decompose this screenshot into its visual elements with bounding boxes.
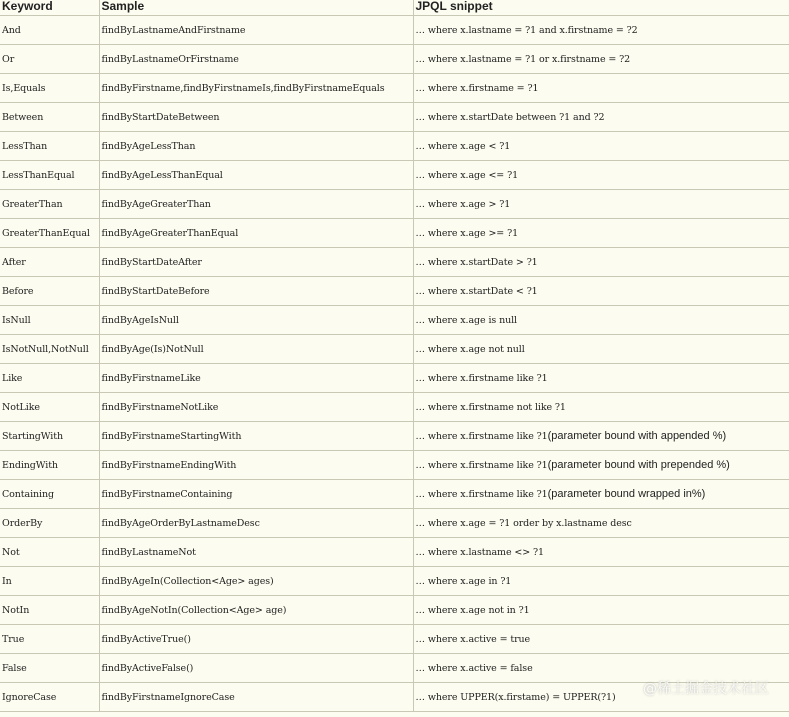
jpql-cell (413, 480, 789, 509)
sample-cell: findByFirstnameLike (99, 364, 413, 393)
jpql-cell (413, 393, 789, 422)
sample-cell: findByStartDateBefore (99, 277, 413, 306)
jpql-code: … where x.lastname = ?1 and x.firstname = ?2 (415, 24, 638, 36)
keyword-cell: Containing (0, 480, 99, 509)
jpql-code: … where x.firstname like ?1 (415, 372, 548, 384)
jpql-code: … where x.firstname = ?1 (415, 82, 539, 94)
sample-cell: findByFirstnameEndingWith (99, 451, 413, 480)
keyword-cell: Between (0, 103, 99, 132)
table-row (0, 190, 789, 219)
jpql-cell (413, 509, 789, 538)
table-row (0, 16, 789, 45)
table-row (0, 132, 789, 161)
jpql-code: … where x.firstname like ?1 (415, 489, 548, 500)
keyword-cell: In (0, 567, 99, 596)
jpql-cell (413, 103, 789, 132)
table-row (0, 596, 789, 625)
jpql-code: … where x.age > ?1 (415, 198, 511, 210)
table-row (0, 625, 789, 654)
jpql-code: … where x.firstname like ?1 (415, 460, 548, 471)
jpql-cell (413, 132, 789, 161)
sample-cell: findByAgeGreaterThan (99, 190, 413, 219)
keyword-cell: NotIn (0, 596, 99, 625)
sample-cell: findByActiveFalse() (99, 654, 413, 683)
keyword-cell: IgnoreCase (0, 683, 99, 712)
sample-cell: findByAgeOrderByLastnameDesc (99, 509, 413, 538)
jpql-cell (413, 45, 789, 74)
table-body (0, 16, 789, 712)
table-row (0, 364, 789, 393)
jpql-cell (413, 277, 789, 306)
keyword-cell: IsNull (0, 306, 99, 335)
jpql-cell (413, 422, 789, 451)
sample-cell: findByFirstnameNotLike (99, 393, 413, 422)
jpql-code: … where UPPER(x.firstame) = UPPER(?1) (415, 691, 616, 703)
jpql-code: … where x.startDate between ?1 and ?2 (415, 111, 605, 123)
keyword-cell: Before (0, 277, 99, 306)
jpql-code: … where x.startDate > ?1 (415, 256, 538, 268)
keyword-cell: LessThan (0, 132, 99, 161)
table-row (0, 538, 789, 567)
jpql-code: … where x.active = false (415, 662, 533, 674)
sample-cell: findByFirstnameStartingWith (99, 422, 413, 451)
sample-cell: findByAgeNotIn(Collection<Age> age) (99, 596, 413, 625)
sample-cell: findByStartDateAfter (99, 248, 413, 277)
sample-cell: findByAge(Is)NotNull (99, 335, 413, 364)
table-row (0, 451, 789, 480)
jpql-code: … where x.firstname not like ?1 (415, 401, 566, 413)
sample-cell: findByFirstnameContaining (99, 480, 413, 509)
sample-cell: findByAgeGreaterThanEqual (99, 219, 413, 248)
table-row (0, 45, 789, 74)
keyword-cell: OrderBy (0, 509, 99, 538)
sample-cell: findByLastnameNot (99, 538, 413, 567)
jpql-cell (413, 364, 789, 393)
table-row (0, 393, 789, 422)
jpql-code: … where x.age not in ?1 (415, 604, 530, 616)
keyword-cell: EndingWith (0, 451, 99, 480)
table-header (0, 0, 789, 16)
keyword-cell: And (0, 16, 99, 45)
keyword-cell: GreaterThanEqual (0, 219, 99, 248)
jpql-code: … where x.age not null (415, 343, 525, 355)
jpql-cell (413, 538, 789, 567)
sample-cell: findByAgeIsNull (99, 306, 413, 335)
jpql-code: … where x.lastname <> ?1 (415, 546, 544, 558)
keyword-cell: LessThanEqual (0, 161, 99, 190)
keyword-cell: After (0, 248, 99, 277)
jpql-code: … where x.lastname = ?1 or x.firstname = ?2 (415, 53, 631, 65)
jpql-note: (parameter bound with prepended %) (547, 459, 730, 471)
sample-cell: findByAgeIn(Collection<Age> ages) (99, 567, 413, 596)
jpql-code: … where x.age is null (415, 314, 517, 326)
jpql-cell (413, 248, 789, 277)
table-row (0, 306, 789, 335)
table-row (0, 248, 789, 277)
jpql-code: … where x.startDate < ?1 (415, 285, 538, 297)
keyword-cell: StartingWith (0, 422, 99, 451)
jpql-code: … where x.age < ?1 (415, 140, 511, 152)
jpql-cell (413, 74, 789, 103)
table-row (0, 567, 789, 596)
jpql-cell (413, 306, 789, 335)
table-row (0, 509, 789, 538)
table-row (0, 480, 789, 509)
sample-cell: findByAgeLessThan (99, 132, 413, 161)
header-row (0, 0, 789, 16)
sample-cell: findByFirstnameIgnoreCase (99, 683, 413, 712)
jpql-cell (413, 16, 789, 45)
sample-cell: findByFirstname,findByFirstnameIs,findByFirstnameEquals (99, 74, 413, 103)
header-jpql-snippet: JPQL snippet (413, 0, 789, 16)
jpql-note: (parameter bound with appended %) (547, 430, 727, 442)
jpql-code: … where x.age in ?1 (415, 575, 512, 587)
jpql-code: … where x.firstname like ?1 (415, 431, 548, 442)
jpql-cell (413, 219, 789, 248)
sample-cell: findByActiveTrue() (99, 625, 413, 654)
sample-cell: findByLastnameOrFirstname (99, 45, 413, 74)
table-row (0, 103, 789, 132)
jpql-cell (413, 161, 789, 190)
jpql-code: … where x.age >= ?1 (415, 227, 519, 239)
sample-cell: findByLastnameAndFirstname (99, 16, 413, 45)
table-row (0, 335, 789, 364)
jpql-cell (413, 596, 789, 625)
keyword-cell: False (0, 654, 99, 683)
header-keyword: Keyword (0, 0, 99, 16)
keyword-cell: Not (0, 538, 99, 567)
jpql-code: … where x.active = true (415, 633, 531, 645)
header-sample: Sample (99, 0, 413, 16)
table-row (0, 277, 789, 306)
jpql-code: … where x.age <= ?1 (415, 169, 519, 181)
sample-cell: findByAgeLessThanEqual (99, 161, 413, 190)
jpql-cell (413, 625, 789, 654)
watermark: @稀土掘金技术社区 (643, 681, 769, 697)
keyword-cell: Is,Equals (0, 74, 99, 103)
keyword-cell: Or (0, 45, 99, 74)
jpql-cell (413, 335, 789, 364)
keyword-cell: Like (0, 364, 99, 393)
jpql-note: (parameter bound wrapped in%) (547, 488, 706, 500)
table-row (0, 219, 789, 248)
keyword-cell: True (0, 625, 99, 654)
table-row (0, 422, 789, 451)
jpql-cell (413, 451, 789, 480)
keyword-cell: GreaterThan (0, 190, 99, 219)
jpql-code: … where x.age = ?1 order by x.lastname desc (415, 517, 632, 529)
keyword-cell: NotLike (0, 393, 99, 422)
keyword-cell: IsNotNull,NotNull (0, 335, 99, 364)
sample-cell: findByStartDateBetween (99, 103, 413, 132)
table-row (0, 74, 789, 103)
jpql-cell (413, 567, 789, 596)
jpql-cell (413, 190, 789, 219)
table-row (0, 161, 789, 190)
